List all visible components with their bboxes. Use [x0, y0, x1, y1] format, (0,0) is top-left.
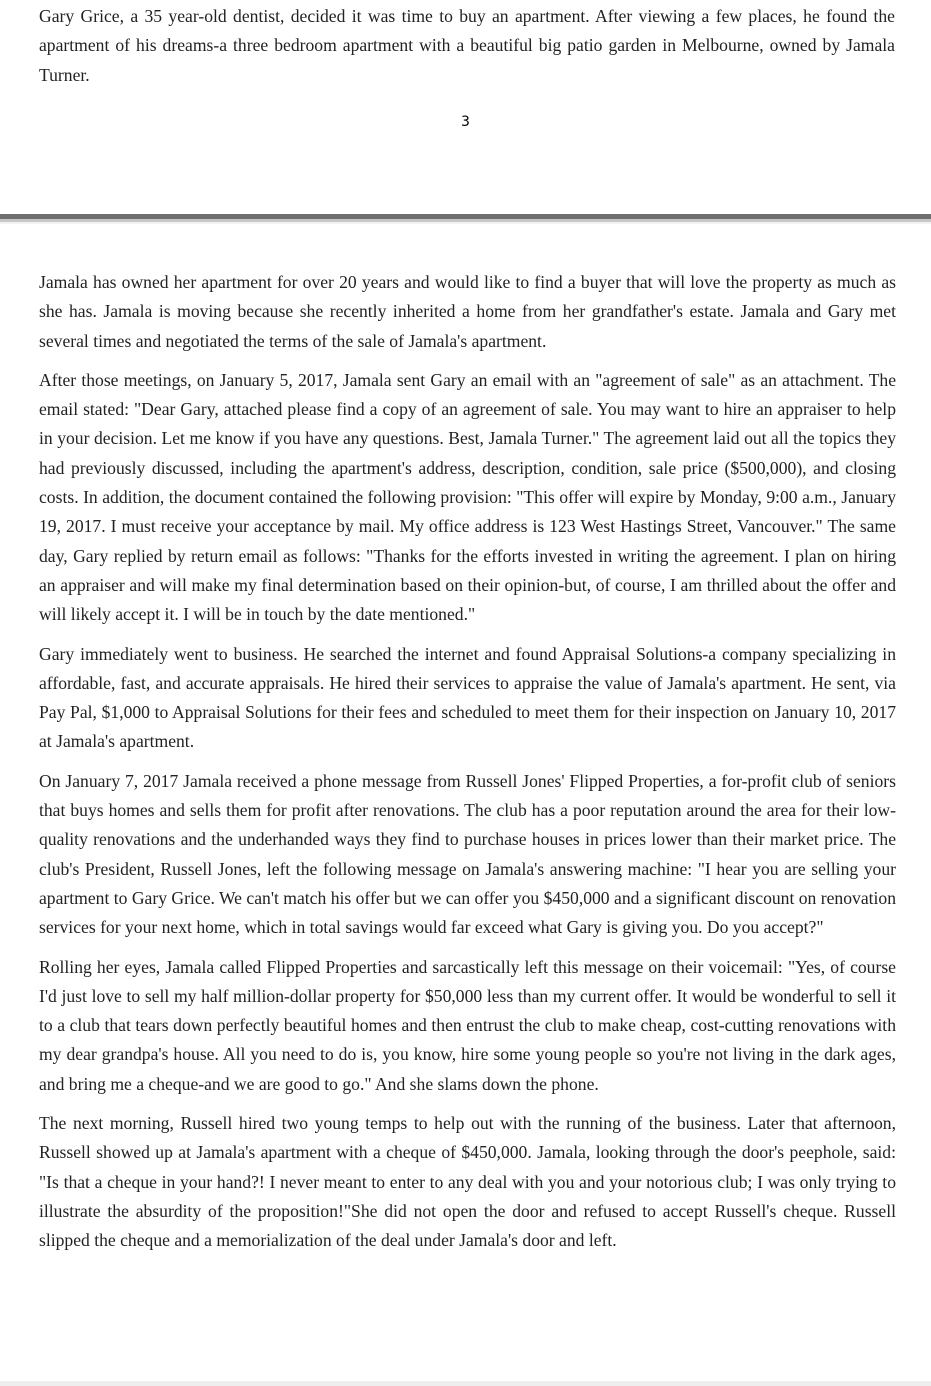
document-body: [39, 268, 896, 1266]
paragraph-appraisal: Gary immediately went to business. He searched the internet and found Appraisal Solutions-a company specializing in affordable, fast, and accurate appraisals. He hired their services to appraise the value of Jamala's apartment. He sent, via Pay Pal, $1,000 to Appraisal Solutions for their fees and scheduled to meet them for their inspection on January 10, 2017 at Jamala's apartment.: [39, 643, 896, 752]
paragraph-voicemail-reply: Rolling her eyes, Jamala called Flipped Properties and sarcastically left this message on their voicemail: "Yes, of course I'd just love to sell my half million-dollar property for $50,000 less than my current offer. It would be wonderful to sell it to a club that tears down perfectly beautiful homes and then entrust the club to make cheap, cost-cutting renovations with my dear grandpa's house. All you need to do is, you know, hire some young people so you're not living in the dark ages, and bring me a cheque-and we are good to go." And she slams down the phone.: [39, 956, 896, 1094]
page-number: 3: [461, 114, 470, 130]
page-bottom-edge: [0, 1381, 931, 1386]
page-break-edge: [0, 219, 931, 222]
paragraph-agreement-email: After those meetings, on January 5, 2017, Jamala sent Gary an email with an "agreement of sale" as an attachment. The email stated: "Dear Gary, attached please find a copy of an agreement of sale. You may want to hire an appraiser to help in your decision. Let me know if you have any questions. Best, Jamala Turner." The agreement laid out all the topics they had previously discussed, including the apartment's address, description, condition, sale price ($500,000), and closing costs. In addition, the document contained the following provision: "This offer will expire by Monday, 9:00 a.m., January 19, 2017. I must receive your acceptance by mail. My office address is 123 West Hastings Street, Vancouver." The same day, Gary replied by return email as follows: "Thanks for the efforts invested in writing the agreement. I plan on hiring an appraiser and will make my final determination based on their opinion-but, of course, I am thrilled about the offer and will likely accept it. I will be in touch by the date mentioned.": [39, 369, 896, 625]
paragraph-jamala-ownership: Jamala has owned her apartment for over 20 years and would like to find a buyer that will love the property as much as she has. Jamala is moving because she recently inherited a home from her grandfather's estate. Jamala and Gary met several times and negotiated the terms of the sale of Jamala's apartment.: [39, 272, 896, 351]
paragraph-flipped-properties: On January 7, 2017 Jamala received a phone message from Russell Jones' Flipped Properties, a for-profit club of seniors that buys homes and sells them for profit after renovations. The club has a poor reputation around the area for their low-quality renovations and the underhanded ways they find to purchase houses in prices lower than their market price. The club's President, Russell Jones, left the following message on Jamala's answering machine: "I hear you are selling your apartment to Gary Grice. We can't match his offer but we can offer you $450,000 and a significant discount on renovation services for your next home, which in total savings would far exceed what Gary is giving you. Do you accept?": [39, 770, 896, 938]
document-page-top: [0, 0, 931, 214]
page-break-separator: [0, 214, 931, 224]
paragraph-intro: Gary Grice, a 35 year-old dentist, decided it was time to buy an apartment. After viewing a few places, he found the apartment of his dreams-a three bedroom apartment with a beautiful big patio garden in Melbourne, owned by Jamala Turner.: [39, 6, 895, 85]
document-page-bottom: [0, 224, 931, 1380]
paragraph-cheque-delivery: The next morning, Russell hired two young temps to help out with the running of the business. Later that afternoon, Russell showed up at Jamala's apartment with a cheque of $450,000. Jamala, looking through the door's peephole, said: "Is that a cheque in your hand?! I never meant to enter to any deal with you and your notorious club; I was only trying to illustrate the absurdity of the proposition!"She did not open the door and refused to accept Russell's cheque. Russell slipped the cheque and a memorialization of the deal under Jamala's door and left.: [39, 1113, 896, 1251]
